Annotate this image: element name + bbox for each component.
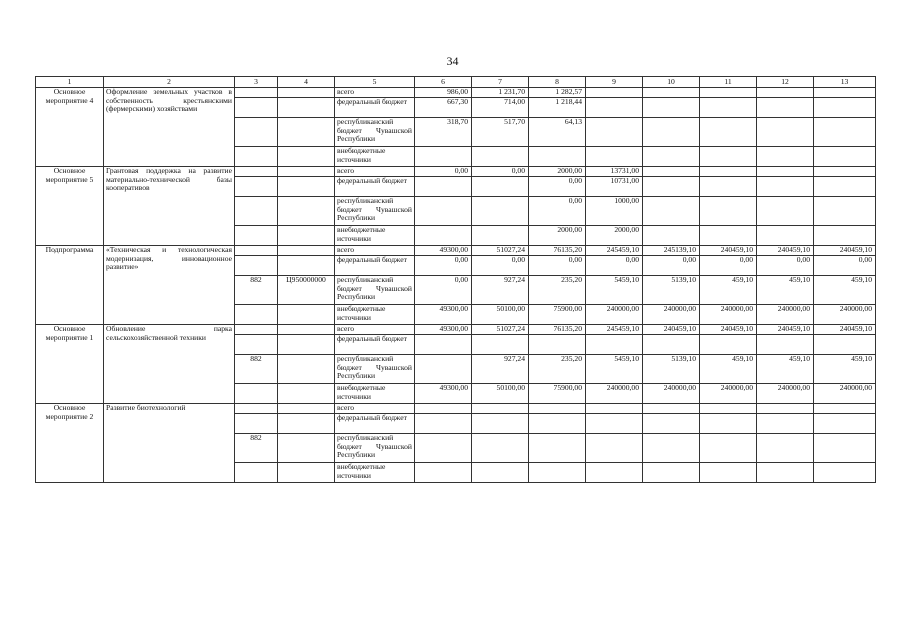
grbs-code bbox=[235, 98, 278, 118]
measure-description: Обновление парка сельскохозяйственной техники bbox=[104, 325, 235, 404]
budget-code bbox=[278, 404, 335, 414]
amount-cell: 5459,10 bbox=[586, 276, 643, 305]
amount-cell: 0,00 bbox=[415, 276, 472, 305]
header-cell-6: 6 bbox=[415, 77, 472, 88]
budget-code bbox=[278, 118, 335, 147]
table-row bbox=[36, 404, 876, 414]
grbs-code bbox=[235, 335, 278, 355]
measure-name: Основное мероприятие 5 bbox=[36, 167, 104, 246]
amount-cell bbox=[814, 434, 876, 463]
amount-cell bbox=[586, 463, 643, 483]
amount-cell bbox=[643, 98, 700, 118]
amount-cell: 240000,00 bbox=[700, 384, 757, 404]
budget-code bbox=[278, 197, 335, 226]
amount-cell bbox=[529, 414, 586, 434]
amount-cell bbox=[643, 404, 700, 414]
amount-cell: 49300,00 bbox=[415, 384, 472, 404]
grbs-code bbox=[235, 197, 278, 226]
amount-cell: 240459,10 bbox=[814, 246, 876, 256]
amount-cell bbox=[700, 226, 757, 246]
amount-cell: 459,10 bbox=[700, 355, 757, 384]
amount-cell: 240000,00 bbox=[814, 305, 876, 325]
amount-cell bbox=[814, 147, 876, 167]
amount-cell bbox=[415, 414, 472, 434]
header-cell-10: 10 bbox=[643, 77, 700, 88]
funding-source: внебюджетные источники bbox=[335, 384, 415, 404]
measure-name: Основное мероприятие 2 bbox=[36, 404, 104, 483]
amount-cell: 235,20 bbox=[529, 355, 586, 384]
amount-cell bbox=[814, 197, 876, 226]
amount-cell bbox=[700, 88, 757, 98]
amount-cell bbox=[700, 414, 757, 434]
amount-cell bbox=[700, 434, 757, 463]
amount-cell bbox=[643, 177, 700, 197]
amount-cell: 459,10 bbox=[814, 276, 876, 305]
amount-cell: 927,24 bbox=[472, 355, 529, 384]
amount-cell bbox=[529, 147, 586, 167]
amount-cell: 714,00 bbox=[472, 98, 529, 118]
amount-cell bbox=[415, 434, 472, 463]
measure-description: Развитие биотехнологий bbox=[104, 404, 235, 483]
amount-cell bbox=[586, 147, 643, 167]
amount-cell bbox=[757, 434, 814, 463]
amount-cell: 318,70 bbox=[415, 118, 472, 147]
budget-code bbox=[278, 167, 335, 177]
amount-cell: 235,20 bbox=[529, 276, 586, 305]
header-cell-1: 1 bbox=[36, 77, 104, 88]
grbs-code bbox=[235, 147, 278, 167]
header-cell-3: 3 bbox=[235, 77, 278, 88]
amount-cell bbox=[415, 177, 472, 197]
amount-cell bbox=[643, 88, 700, 98]
amount-cell bbox=[643, 335, 700, 355]
amount-cell: 51027,24 bbox=[472, 246, 529, 256]
grbs-code bbox=[235, 246, 278, 256]
funding-source: всего bbox=[335, 88, 415, 98]
grbs-code bbox=[235, 88, 278, 98]
amount-cell: 459,10 bbox=[757, 355, 814, 384]
funding-source: республиканский бюджет Чувашской Республики bbox=[335, 197, 415, 226]
amount-cell: 240459,10 bbox=[643, 325, 700, 335]
grbs-code bbox=[235, 118, 278, 147]
budget-code bbox=[278, 226, 335, 246]
amount-cell: 76135,20 bbox=[529, 325, 586, 335]
amount-cell bbox=[586, 434, 643, 463]
funding-source: республиканский бюджет Чувашской Республики bbox=[335, 355, 415, 384]
amount-cell: 0,00 bbox=[529, 256, 586, 276]
page-number: 34 bbox=[446, 54, 459, 68]
amount-cell: 245139,10 bbox=[643, 246, 700, 256]
header-cell-13: 13 bbox=[814, 77, 876, 88]
amount-cell: 240459,10 bbox=[757, 325, 814, 335]
amount-cell bbox=[472, 335, 529, 355]
amount-cell: 240000,00 bbox=[586, 305, 643, 325]
amount-cell: 5139,10 bbox=[643, 355, 700, 384]
header-cell-8: 8 bbox=[529, 77, 586, 88]
amount-cell bbox=[757, 88, 814, 98]
amount-cell: 667,30 bbox=[415, 98, 472, 118]
budget-code bbox=[278, 256, 335, 276]
amount-cell bbox=[700, 177, 757, 197]
budget-code bbox=[278, 177, 335, 197]
amount-cell bbox=[757, 98, 814, 118]
grbs-code bbox=[235, 325, 278, 335]
budget-code bbox=[278, 355, 335, 384]
amount-cell bbox=[814, 98, 876, 118]
amount-cell bbox=[415, 197, 472, 226]
amount-cell bbox=[700, 167, 757, 177]
amount-cell bbox=[529, 463, 586, 483]
funding-source: внебюджетные источники bbox=[335, 305, 415, 325]
funding-source: федеральный бюджет bbox=[335, 414, 415, 434]
header-cell-9: 9 bbox=[586, 77, 643, 88]
amount-cell bbox=[814, 414, 876, 434]
header-cell-11: 11 bbox=[700, 77, 757, 88]
amount-cell bbox=[814, 118, 876, 147]
amount-cell bbox=[814, 463, 876, 483]
amount-cell bbox=[643, 463, 700, 483]
table-row bbox=[36, 167, 876, 177]
amount-cell bbox=[415, 404, 472, 414]
amount-cell: 0,00 bbox=[415, 256, 472, 276]
funding-source: республиканский бюджет Чувашской Республики bbox=[335, 276, 415, 305]
budget-code bbox=[278, 384, 335, 404]
amount-cell bbox=[472, 226, 529, 246]
amount-cell: 240000,00 bbox=[643, 305, 700, 325]
amount-cell: 76135,20 bbox=[529, 246, 586, 256]
amount-cell: 240459,10 bbox=[700, 246, 757, 256]
budget-code bbox=[278, 305, 335, 325]
amount-cell bbox=[472, 463, 529, 483]
amount-cell bbox=[757, 177, 814, 197]
table-row bbox=[36, 246, 876, 256]
amount-cell: 240000,00 bbox=[757, 305, 814, 325]
amount-cell: 0,00 bbox=[814, 256, 876, 276]
amount-cell bbox=[643, 118, 700, 147]
amount-cell bbox=[814, 226, 876, 246]
amount-cell bbox=[529, 335, 586, 355]
funding-source: федеральный бюджет bbox=[335, 177, 415, 197]
grbs-code: 882 bbox=[235, 434, 278, 463]
amount-cell: 927,24 bbox=[472, 276, 529, 305]
grbs-code bbox=[235, 404, 278, 414]
amount-cell bbox=[415, 463, 472, 483]
amount-cell bbox=[757, 118, 814, 147]
budget-code bbox=[278, 335, 335, 355]
amount-cell: 0,00 bbox=[415, 167, 472, 177]
amount-cell: 50100,00 bbox=[472, 384, 529, 404]
amount-cell: 0,00 bbox=[529, 177, 586, 197]
budget-code: Ц950000000 bbox=[278, 276, 335, 305]
grbs-code bbox=[235, 463, 278, 483]
amount-cell bbox=[814, 167, 876, 177]
amount-cell bbox=[757, 147, 814, 167]
amount-cell bbox=[757, 404, 814, 414]
funding-source: федеральный бюджет bbox=[335, 256, 415, 276]
amount-cell: 10731,00 bbox=[586, 177, 643, 197]
amount-cell: 5139,10 bbox=[643, 276, 700, 305]
amount-cell: 5459,10 bbox=[586, 355, 643, 384]
amount-cell: 245459,10 bbox=[586, 325, 643, 335]
funding-source: внебюджетные источники bbox=[335, 226, 415, 246]
amount-cell: 459,10 bbox=[814, 355, 876, 384]
amount-cell bbox=[472, 434, 529, 463]
amount-cell: 75900,00 bbox=[529, 305, 586, 325]
amount-cell: 49300,00 bbox=[415, 305, 472, 325]
amount-cell: 240000,00 bbox=[643, 384, 700, 404]
amount-cell bbox=[700, 197, 757, 226]
amount-cell bbox=[700, 463, 757, 483]
amount-cell: 2000,00 bbox=[586, 226, 643, 246]
amount-cell bbox=[643, 414, 700, 434]
amount-cell: 50100,00 bbox=[472, 305, 529, 325]
amount-cell bbox=[643, 226, 700, 246]
amount-cell bbox=[472, 414, 529, 434]
funding-source: всего bbox=[335, 325, 415, 335]
amount-cell bbox=[700, 404, 757, 414]
funding-source: республиканский бюджет Чувашской Республики bbox=[335, 118, 415, 147]
amount-cell: 0,00 bbox=[643, 256, 700, 276]
header-cell-4: 4 bbox=[278, 77, 335, 88]
amount-cell bbox=[472, 177, 529, 197]
amount-cell: 240459,10 bbox=[700, 325, 757, 335]
grbs-code: 882 bbox=[235, 355, 278, 384]
budget-code bbox=[278, 463, 335, 483]
budget-table bbox=[35, 76, 876, 483]
funding-source: всего bbox=[335, 167, 415, 177]
amount-cell bbox=[757, 463, 814, 483]
amount-cell: 240000,00 bbox=[586, 384, 643, 404]
amount-cell bbox=[757, 167, 814, 177]
funding-source: внебюджетные источники bbox=[335, 147, 415, 167]
grbs-code bbox=[235, 226, 278, 246]
amount-cell bbox=[643, 147, 700, 167]
amount-cell: 1 218,44 bbox=[529, 98, 586, 118]
table-row bbox=[36, 325, 876, 335]
grbs-code bbox=[235, 305, 278, 325]
amount-cell: 0,00 bbox=[700, 256, 757, 276]
header-cell-2: 2 bbox=[104, 77, 235, 88]
funding-source: всего bbox=[335, 246, 415, 256]
budget-code bbox=[278, 414, 335, 434]
amount-cell: 0,00 bbox=[586, 256, 643, 276]
amount-cell: 2000,00 bbox=[529, 167, 586, 177]
grbs-code bbox=[235, 384, 278, 404]
measure-description: «Техническая и технологическая модернизация, инновационное развитие» bbox=[104, 246, 235, 325]
amount-cell bbox=[700, 335, 757, 355]
amount-cell bbox=[757, 197, 814, 226]
funding-source: внебюджетные источники bbox=[335, 463, 415, 483]
amount-cell: 240000,00 bbox=[814, 384, 876, 404]
budget-code bbox=[278, 434, 335, 463]
amount-cell bbox=[529, 404, 586, 414]
amount-cell: 1 231,70 bbox=[472, 88, 529, 98]
amount-cell: 459,10 bbox=[757, 276, 814, 305]
amount-cell: 245459,10 bbox=[586, 246, 643, 256]
amount-cell bbox=[472, 147, 529, 167]
amount-cell bbox=[529, 434, 586, 463]
measure-name: Основное мероприятие 4 bbox=[36, 88, 104, 167]
amount-cell: 240459,10 bbox=[814, 325, 876, 335]
amount-cell bbox=[700, 98, 757, 118]
budget-code bbox=[278, 98, 335, 118]
amount-cell bbox=[814, 177, 876, 197]
amount-cell: 240000,00 bbox=[700, 305, 757, 325]
amount-cell bbox=[415, 226, 472, 246]
amount-cell: 0,00 bbox=[472, 167, 529, 177]
amount-cell: 0,00 bbox=[472, 256, 529, 276]
amount-cell bbox=[643, 167, 700, 177]
amount-cell bbox=[586, 404, 643, 414]
amount-cell bbox=[586, 98, 643, 118]
amount-cell: 517,70 bbox=[472, 118, 529, 147]
grbs-code bbox=[235, 177, 278, 197]
amount-cell: 64,13 bbox=[529, 118, 586, 147]
budget-code bbox=[278, 246, 335, 256]
amount-cell: 240459,10 bbox=[757, 246, 814, 256]
amount-cell bbox=[814, 335, 876, 355]
header-row bbox=[36, 77, 876, 88]
amount-cell bbox=[415, 335, 472, 355]
budget-code bbox=[278, 88, 335, 98]
amount-cell: 240000,00 bbox=[757, 384, 814, 404]
funding-source: федеральный бюджет bbox=[335, 335, 415, 355]
header-cell-5: 5 bbox=[335, 77, 415, 88]
amount-cell bbox=[757, 226, 814, 246]
amount-cell bbox=[415, 355, 472, 384]
amount-cell: 1000,00 bbox=[586, 197, 643, 226]
amount-cell bbox=[586, 118, 643, 147]
budget-code bbox=[278, 325, 335, 335]
measure-name: Основное мероприятие 1 bbox=[36, 325, 104, 404]
header-cell-7: 7 bbox=[472, 77, 529, 88]
measure-name: Подпрограмма bbox=[36, 246, 104, 325]
amount-cell: 49300,00 bbox=[415, 246, 472, 256]
amount-cell bbox=[586, 88, 643, 98]
amount-cell bbox=[643, 197, 700, 226]
amount-cell bbox=[700, 147, 757, 167]
table-row bbox=[36, 88, 876, 98]
funding-source: федеральный бюджет bbox=[335, 98, 415, 118]
amount-cell bbox=[472, 197, 529, 226]
amount-cell: 51027,24 bbox=[472, 325, 529, 335]
amount-cell: 13731,00 bbox=[586, 167, 643, 177]
amount-cell bbox=[415, 147, 472, 167]
amount-cell: 0,00 bbox=[529, 197, 586, 226]
amount-cell bbox=[586, 414, 643, 434]
grbs-code bbox=[235, 414, 278, 434]
amount-cell bbox=[757, 414, 814, 434]
amount-cell bbox=[757, 335, 814, 355]
amount-cell: 1 282,57 bbox=[529, 88, 586, 98]
amount-cell bbox=[472, 404, 529, 414]
amount-cell bbox=[700, 118, 757, 147]
amount-cell: 75900,00 bbox=[529, 384, 586, 404]
amount-cell bbox=[814, 88, 876, 98]
amount-cell: 2000,00 bbox=[529, 226, 586, 246]
funding-source: республиканский бюджет Чувашской Республики bbox=[335, 434, 415, 463]
amount-cell bbox=[586, 335, 643, 355]
amount-cell: 986,00 bbox=[415, 88, 472, 98]
measure-description: Грантовая поддержка на развитие материально-технической базы кооперативов bbox=[104, 167, 235, 246]
measure-description: Оформление земельных участков в собственность крестьянскими (фермерскими) хозяйствами bbox=[104, 88, 235, 167]
amount-cell: 49300,00 bbox=[415, 325, 472, 335]
grbs-code: 882 bbox=[235, 276, 278, 305]
amount-cell: 0,00 bbox=[757, 256, 814, 276]
grbs-code bbox=[235, 167, 278, 177]
budget-code bbox=[278, 147, 335, 167]
grbs-code bbox=[235, 256, 278, 276]
amount-cell bbox=[814, 404, 876, 414]
amount-cell: 459,10 bbox=[700, 276, 757, 305]
amount-cell bbox=[643, 434, 700, 463]
header-cell-12: 12 bbox=[757, 77, 814, 88]
funding-source: всего bbox=[335, 404, 415, 414]
